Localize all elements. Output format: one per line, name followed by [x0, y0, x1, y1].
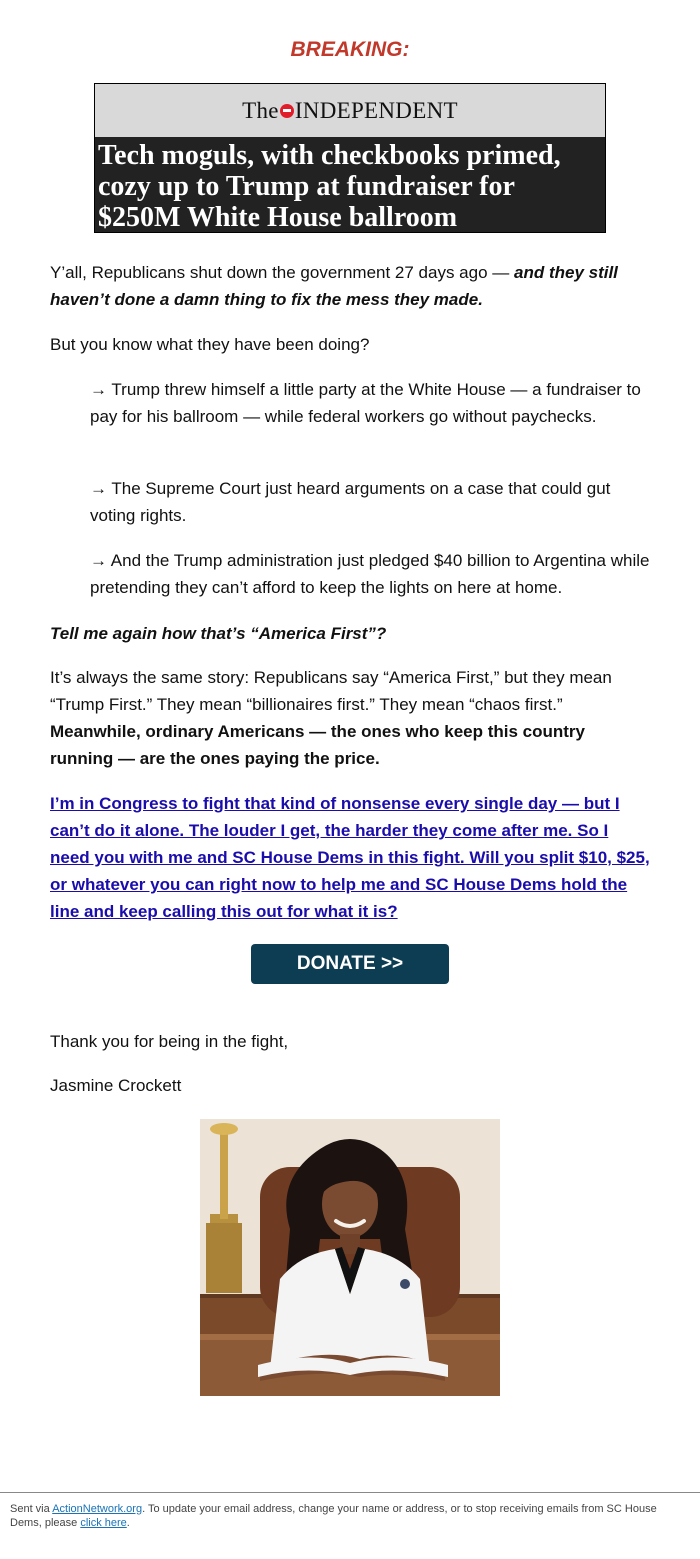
- bullet-ballroom: → Trump threw himself a little party at the White House — a fundraiser to pay for his ballroom — while federal workers go without paychecks.: [90, 380, 641, 426]
- donate-button[interactable]: DONATE >>: [251, 944, 449, 984]
- footer-divider: [0, 1492, 700, 1493]
- footer-middle: . To update your email address, change your name or address, or to stop receiving emails from SC House Dems, please: [10, 1503, 657, 1529]
- masthead-the: The: [242, 97, 279, 123]
- portrait-photo: [200, 1119, 500, 1396]
- portrait-illustration: [200, 1119, 500, 1396]
- unsubscribe-link[interactable]: click here: [80, 1517, 127, 1529]
- paragraph-same-story: [50, 664, 650, 772]
- intro-emphasis: and they still haven’t done a damn thing to fix the mess they made.: [50, 263, 618, 309]
- bullet-argentina: → And the Trump administration just pledged $40 billion to Argentina while pretending they can’t afford to keep the lights on here at home.: [90, 551, 650, 597]
- signature: Jasmine Crockett: [50, 1076, 182, 1095]
- news-headline: Tech moguls, with checkbooks primed, cozy up to Trump at fundraiser for $250M White House ballroom: [98, 140, 561, 233]
- news-headline-image[interactable]: [94, 83, 606, 233]
- footer-text: [10, 1502, 680, 1530]
- eagle-logo-icon: [280, 104, 294, 118]
- signoff: Thank you for being in the fight,: [50, 1032, 289, 1051]
- actionnetwork-link[interactable]: ActionNetwork.org: [52, 1503, 143, 1515]
- paragraph-america-first: Tell me again how that’s “America First”?: [50, 624, 387, 643]
- same-story-bold: Meanwhile, ordinary Americans — the ones who keep this country running — are the ones paying the price.: [50, 722, 585, 768]
- paragraph-question: But you know what they have been doing?: [50, 335, 370, 354]
- masthead-name: INDEPENDENT: [294, 97, 458, 123]
- intro-text: Y’all, Republicans shut down the government 27 days ago —: [50, 263, 514, 282]
- footer-end: .: [126, 1517, 130, 1529]
- independent-masthead: [95, 84, 605, 137]
- bullet-supreme-court: → The Supreme Court just heard arguments on a case that could gut voting rights.: [90, 479, 611, 525]
- footer-sent-via: Sent via: [10, 1503, 53, 1515]
- same-story-text: It’s always the same story: Republicans say “America First,” but they mean “Trump First.” They mean “billionaires first.” They mean “chaos first.”: [50, 668, 612, 714]
- donate-ask-link[interactable]: I’m in Congress to fight that kind of nonsense every single day — but I can’t do it alone. The louder I get, the harder they come after me. So I need you with me and SC House Dems in this fight. Will you split $10, $25, or whatever you can right now to help me and SC House Dems hold the line and keep calling this out for what it is?: [50, 794, 650, 921]
- breaking-label: BREAKING:: [290, 38, 410, 61]
- paragraph-intro: [50, 259, 650, 313]
